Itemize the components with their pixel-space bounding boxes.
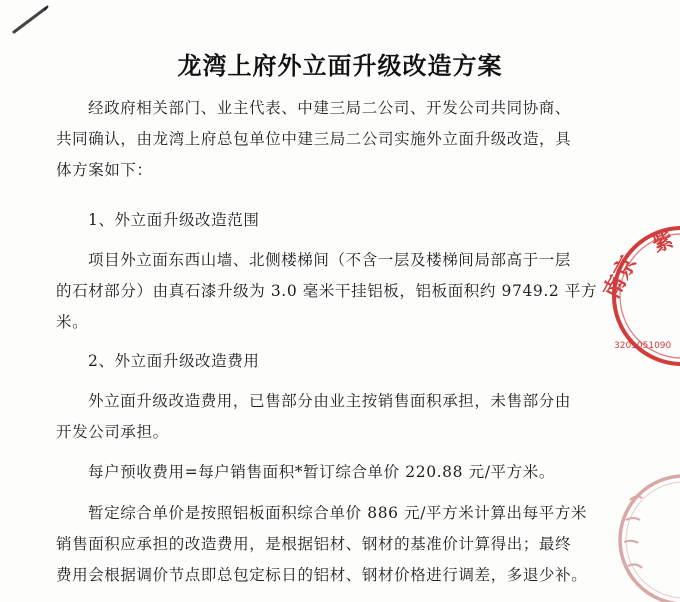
paragraph-line: 米。 bbox=[56, 313, 89, 331]
paragraph-line: 共同确认，由龙湾上府总包单位中建三局二公司实施外立面升级改造，具 bbox=[56, 130, 572, 148]
pen-mark-icon bbox=[8, 2, 52, 36]
paragraph-line: 开发公司承担。 bbox=[56, 423, 169, 441]
paragraph-line: 体方案如下： bbox=[56, 161, 153, 179]
paragraph-line: 每户预收费用=每户销售面积*暂订综合单价 220.88 元/平方米。 bbox=[88, 463, 555, 481]
section-heading: 2、外立面升级改造费用 bbox=[88, 352, 260, 370]
paragraph-line: 经政府相关部门、业主代表、中建三局二公司、开发公司共同协商、 bbox=[88, 99, 572, 117]
paragraph-line: 费用会根据调价节点即总包定标日的铝材、钢材价格进行调差，多退少补。 bbox=[56, 566, 588, 584]
paragraph-line: 项目外立面东西山墙、北侧楼梯间（不含一层及楼梯间局部高于一层 bbox=[88, 251, 572, 269]
paragraph-line: 暂定综合单价是按照铝板面积综合单价 886 元/平方米计算出每平方米 bbox=[88, 504, 588, 522]
svg-text:南京: 南京 bbox=[599, 252, 642, 303]
section-heading: 1、外立面升级改造范围 bbox=[88, 211, 260, 229]
company-seal-stamp bbox=[586, 222, 680, 368]
paragraph-line: 的石材部分）由真石漆升级为 3.0 毫米干挂铝板，铝板面积约 9749.2 平方 bbox=[56, 282, 598, 300]
svg-text:3201051090: 3201051090 bbox=[614, 341, 672, 351]
paragraph-line: 外立面升级改造费用，已售部分由业主按销售面积承担，未售部分由 bbox=[88, 392, 572, 410]
document-title: 龙湾上府外立面升级改造方案 bbox=[177, 52, 503, 80]
svg-text:紫: 紫 bbox=[649, 227, 677, 257]
faint-seal-stamp bbox=[600, 470, 680, 602]
paragraph-line: 销售面积应承担的改造费用，是根据铝材、钢材的基准价计算得出；最终 bbox=[56, 535, 572, 553]
